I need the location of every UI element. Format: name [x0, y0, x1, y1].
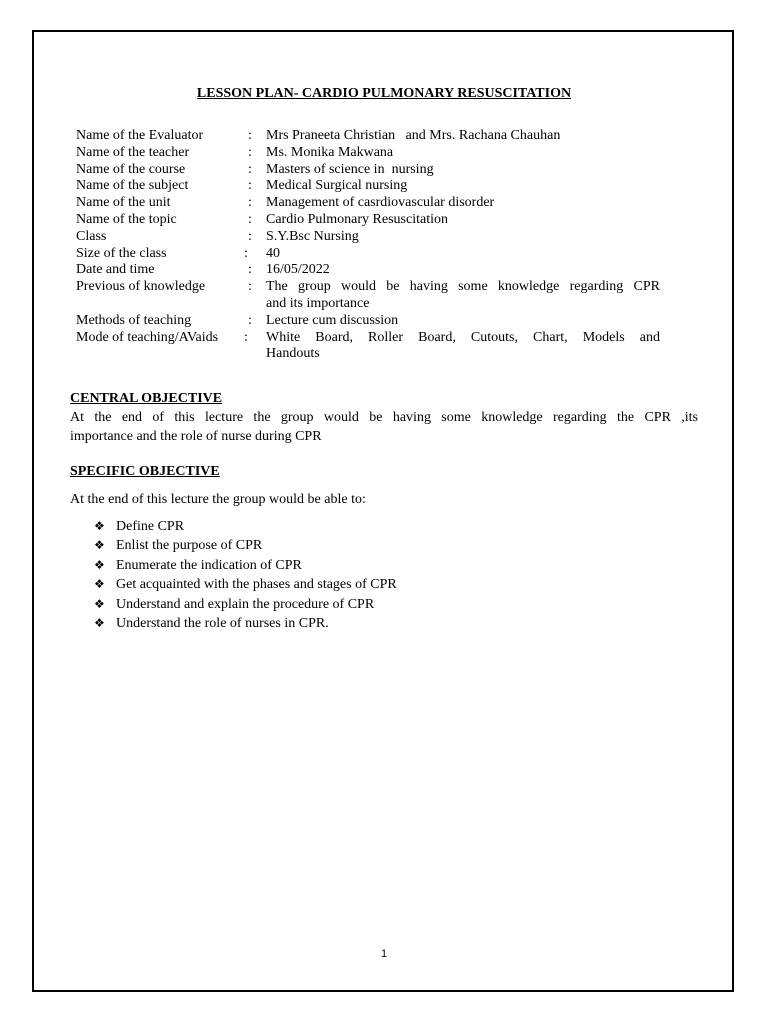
central-objective-heading: CENTRAL OBJECTIVE	[70, 391, 223, 406]
info-key: Previous of knowledge	[76, 279, 206, 295]
specific-objective-heading: SPECIFIC OBJECTIVE	[70, 464, 220, 479]
diamond-bullet-icon: ❖	[94, 616, 105, 631]
info-colon: :	[248, 228, 252, 244]
info-colon: :	[248, 195, 252, 211]
info-key: Class	[76, 228, 107, 244]
list-item: ❖ Get acquainted with the phases and stages of CPR	[94, 575, 397, 594]
info-row-subject	[76, 178, 660, 195]
info-colon: :	[244, 329, 248, 345]
info-value: Mrs Praneeta Christian and Mrs. Rachana Chauhan	[266, 128, 561, 143]
page-number: 1	[380, 948, 388, 960]
info-colon: :	[248, 161, 252, 177]
info-row-topic	[76, 212, 660, 229]
info-value: Masters of science in nursing	[266, 161, 434, 177]
info-value: Medical Surgical nursing	[266, 178, 408, 194]
info-key: Date and time	[76, 262, 155, 278]
info-row-evaluator	[76, 128, 660, 145]
diamond-bullet-icon: ❖	[94, 519, 105, 533]
info-row-date	[76, 262, 660, 279]
info-key: Name of the Evaluator	[76, 128, 204, 143]
info-key: Name of the topic	[76, 211, 177, 227]
diamond-bullet-icon: ❖	[94, 577, 105, 592]
info-colon: :	[248, 312, 252, 328]
info-colon: :	[248, 262, 252, 278]
diamond-bullet-icon: ❖	[94, 596, 105, 611]
info-key: Name of the unit	[76, 195, 171, 211]
info-value: 40	[266, 245, 280, 261]
info-row-class	[76, 229, 660, 246]
info-row-unit	[76, 195, 660, 212]
info-row-course	[76, 162, 660, 179]
list-item: ❖ Define CPR	[94, 517, 397, 536]
info-key: Name of the teacher	[76, 144, 190, 160]
list-item: ❖ Enlist the purpose of CPR	[94, 536, 397, 555]
lesson-info-table	[76, 128, 660, 363]
list-item: ❖ Enumerate the indication of CPR	[94, 556, 397, 575]
info-value: The group would be having some knowledge regarding CPR and its importance	[266, 279, 660, 311]
info-value: 16/05/2022	[266, 262, 330, 278]
info-value: Ms. Monika Makwana	[266, 144, 394, 160]
diamond-bullet-icon: ❖	[94, 538, 105, 553]
info-colon: :	[248, 128, 252, 143]
info-value: Management of casrdiovascular disorder	[266, 195, 495, 211]
info-value: Cardio Pulmonary Resuscitation	[266, 211, 448, 227]
list-item: ❖ Understand the role of nurses in CPR.	[94, 614, 397, 633]
diamond-bullet-icon: ❖	[94, 557, 105, 572]
info-row-teacher	[76, 145, 660, 162]
info-colon: :	[244, 245, 248, 261]
info-value: Lecture cum discussion	[266, 312, 399, 328]
info-row-methods	[76, 313, 660, 330]
info-key: Mode of teaching/AVaids	[76, 329, 219, 345]
specific-objective-intro: At the end of this lecture the group would be able to:	[70, 492, 366, 507]
info-value: White Board, Roller Board, Cutouts, Chart, Models and Handouts	[266, 329, 660, 362]
info-row-previous-knowledge	[76, 279, 660, 313]
document-title: LESSON PLAN- CARDIO PULMONARY RESUSCITATION	[196, 86, 572, 101]
specific-objective-list	[94, 517, 397, 633]
info-key: Name of the subject	[76, 178, 189, 194]
info-colon: :	[248, 178, 252, 194]
info-value: S.Y.Bsc Nursing	[266, 228, 359, 244]
info-row-mode	[76, 330, 660, 364]
info-row-class-size	[76, 246, 660, 263]
info-colon: :	[248, 279, 252, 295]
info-colon: :	[248, 144, 252, 160]
info-colon: :	[248, 211, 252, 227]
central-objective-text: At the end of this lecture the group would be having some knowledge regarding the CPR ,its importance and the role of nurse during CPR	[70, 410, 698, 444]
info-key: Name of the course	[76, 161, 186, 177]
info-key: Size of the class	[76, 245, 167, 261]
info-key: Methods of teaching	[76, 312, 192, 328]
list-item: ❖ Understand and explain the procedure of CPR	[94, 595, 397, 614]
